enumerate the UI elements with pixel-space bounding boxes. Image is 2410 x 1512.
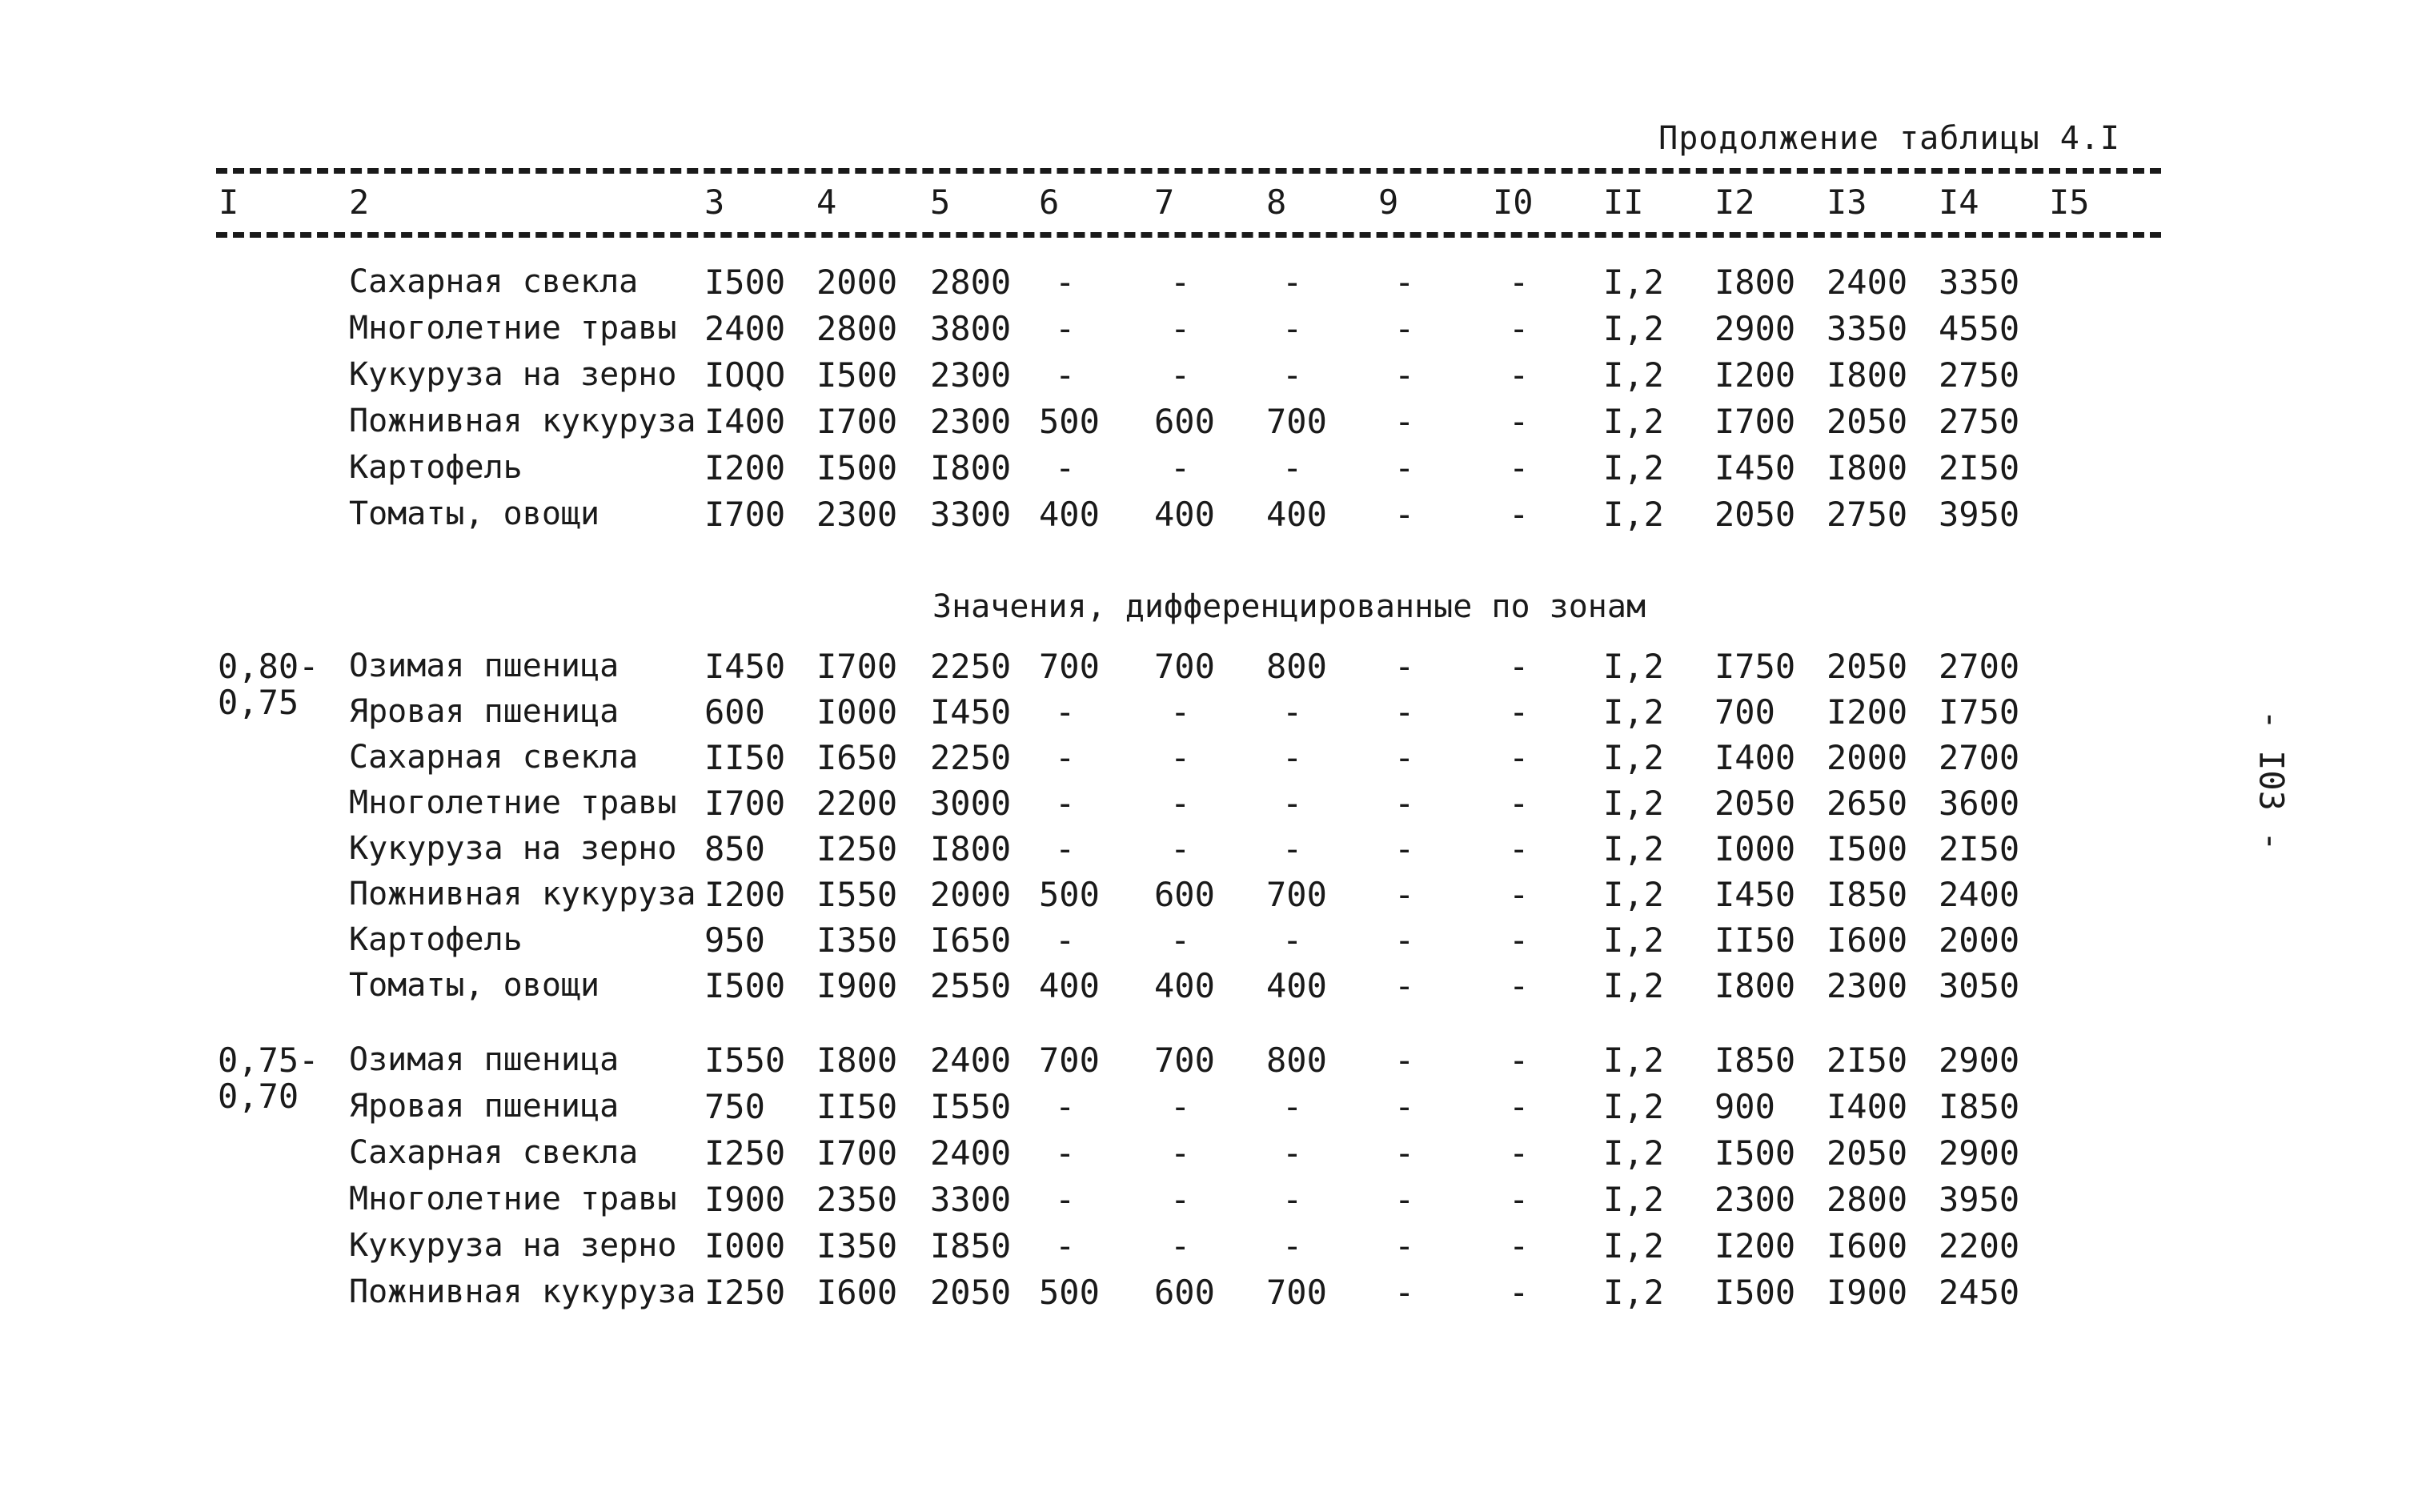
table-cell-col-5: 2050: [930, 1273, 1012, 1312]
column-header-4: 4: [816, 182, 837, 222]
table-cell-col-13: 2300: [1827, 966, 1908, 1005]
table-cell-col-6: 400: [1039, 495, 1100, 534]
table-cell-col-14: 3600: [1939, 784, 2020, 823]
table-cell-col-11: I,2: [1603, 1041, 1664, 1080]
crop-name: Кукуруза на зерно: [349, 830, 677, 867]
table-cell-col-7: -: [1170, 355, 1191, 395]
table-cell-col-7: -: [1170, 263, 1191, 302]
table-cell-col-8: -: [1282, 920, 1303, 960]
table-cell-col-12: I500: [1714, 1133, 1796, 1173]
table-cell-col-5: I850: [930, 1226, 1012, 1265]
table-cell-col-11: I,2: [1603, 738, 1664, 777]
crop-name: Томаты, овощи: [349, 495, 600, 532]
table-cell-col-5: I550: [930, 1087, 1012, 1126]
table-cell-col-11: I,2: [1603, 966, 1664, 1005]
table-cell-col-3: 850: [704, 829, 765, 868]
table-cell-col-6: -: [1055, 355, 1076, 395]
table-cell-col-14: 2750: [1939, 402, 2020, 441]
table-cell-col-3: I200: [704, 875, 786, 914]
table-cell-col-9: -: [1394, 738, 1415, 777]
table-cell-col-14: 2900: [1939, 1133, 2020, 1173]
table-cell-col-10: -: [1509, 263, 1530, 302]
crop-name: Озимая пшеница: [349, 648, 620, 684]
table-cell-col-4: I500: [816, 355, 898, 395]
table-cell-col-8: 800: [1266, 1041, 1327, 1080]
table-cell-col-6: -: [1055, 1180, 1076, 1219]
table-cell-col-10: -: [1509, 1273, 1530, 1312]
table-cell-col-10: -: [1509, 647, 1530, 686]
table-cell-col-14: 2000: [1939, 920, 2020, 960]
table-cell-col-11: I,2: [1603, 1226, 1664, 1265]
table-cell-col-12: I000: [1714, 829, 1796, 868]
table-cell-col-4: I600: [816, 1273, 898, 1312]
table-cell-col-14: I850: [1939, 1087, 2020, 1126]
table-cell-col-4: I900: [816, 966, 898, 1005]
column-header-2: 2: [349, 182, 370, 222]
table-cell-col-12: I800: [1714, 966, 1796, 1005]
table-cell-col-4: I500: [816, 448, 898, 487]
table-cell-col-13: 2750: [1827, 495, 1908, 534]
table-cell-col-3: I400: [704, 402, 786, 441]
table-cell-col-11: I,2: [1603, 309, 1664, 348]
table-cell-col-13: I500: [1827, 829, 1908, 868]
table-cell-col-9: -: [1394, 1133, 1415, 1173]
continuation-label: Продолжение таблицы 4.I: [1658, 120, 2120, 157]
table-cell-col-6: -: [1055, 1133, 1076, 1173]
crop-name: Кукуруза на зерно: [349, 1227, 677, 1264]
table-cell-col-11: I,2: [1603, 875, 1664, 914]
table-cell-col-14: 2900: [1939, 1041, 2020, 1080]
table-cell-col-10: -: [1509, 355, 1530, 395]
column-header-8: 8: [1266, 182, 1287, 222]
table-cell-col-3: I700: [704, 495, 786, 534]
table-cell-col-14: 2450: [1939, 1273, 2020, 1312]
table-cell-col-6: -: [1055, 692, 1076, 732]
table-cell-col-13: I400: [1827, 1087, 1908, 1126]
table-cell-col-13: I800: [1827, 448, 1908, 487]
table-cell-col-8: -: [1282, 448, 1303, 487]
table-cell-col-13: I600: [1827, 920, 1908, 960]
column-header-14: I4: [1939, 182, 1979, 222]
table-cell-col-3: 600: [704, 692, 765, 732]
table-cell-col-10: -: [1509, 1041, 1530, 1080]
table-cell-col-11: I,2: [1603, 920, 1664, 960]
table-cell-col-5: 2800: [930, 263, 1012, 302]
table-cell-col-14: 4550: [1939, 309, 2020, 348]
table-cell-col-9: -: [1394, 355, 1415, 395]
crop-name: Пожнивная кукуруза: [349, 1273, 696, 1310]
table-cell-col-4: II50: [816, 1087, 898, 1126]
table-cell-col-11: I,2: [1603, 784, 1664, 823]
table-cell-col-3: II50: [704, 738, 786, 777]
table-cell-col-5: I800: [930, 448, 1012, 487]
table-cell-col-8: -: [1282, 1133, 1303, 1173]
table-cell-col-8: 400: [1266, 966, 1327, 1005]
table-cell-col-4: I000: [816, 692, 898, 732]
table-cell-col-4: I650: [816, 738, 898, 777]
table-cell-col-7: 700: [1154, 1041, 1215, 1080]
table-cell-col-7: -: [1170, 829, 1191, 868]
section-title: Значения, дифференцированные по зонам: [932, 588, 1646, 625]
column-header-3: 3: [704, 182, 725, 222]
table-cell-col-12: I400: [1714, 738, 1796, 777]
table-cell-col-8: 700: [1266, 875, 1327, 914]
table-cell-col-9: -: [1394, 829, 1415, 868]
table-cell-col-14: 3950: [1939, 495, 2020, 534]
zone-range-label: 0,80- 0,75: [218, 647, 319, 722]
table-cell-col-14: 2200: [1939, 1226, 2020, 1265]
table-cell-col-4: I550: [816, 875, 898, 914]
table-cell-col-7: -: [1170, 1180, 1191, 1219]
table-cell-col-6: 400: [1039, 966, 1100, 1005]
table-cell-col-14: 3950: [1939, 1180, 2020, 1219]
table-cell-col-6: 500: [1039, 1273, 1100, 1312]
table-cell-col-14: 2I50: [1939, 829, 2020, 868]
table-cell-col-5: 2250: [930, 738, 1012, 777]
table-cell-col-14: 2700: [1939, 738, 2020, 777]
table-cell-col-7: -: [1170, 1133, 1191, 1173]
table-cell-col-8: 700: [1266, 1273, 1327, 1312]
column-header-7: 7: [1154, 182, 1175, 222]
table-cell-col-5: 2550: [930, 966, 1012, 1005]
table-cell-col-8: -: [1282, 1087, 1303, 1126]
table-cell-col-3: 950: [704, 920, 765, 960]
column-header-15: I5: [2049, 182, 2090, 222]
table-cell-col-13: I200: [1827, 692, 1908, 732]
table-cell-col-5: I650: [930, 920, 1012, 960]
crop-name: Картофель: [349, 449, 523, 486]
table-cell-col-5: 2000: [930, 875, 1012, 914]
table-cell-col-10: -: [1509, 495, 1530, 534]
table-cell-col-8: 400: [1266, 495, 1327, 534]
table-cell-col-7: -: [1170, 784, 1191, 823]
table-cell-col-12: 2900: [1714, 309, 1796, 348]
table-cell-col-13: 3350: [1827, 309, 1908, 348]
table-cell-col-9: -: [1394, 647, 1415, 686]
table-cell-col-14: 3350: [1939, 263, 2020, 302]
crop-name: Томаты, овощи: [349, 967, 600, 1004]
table-cell-col-11: I,2: [1603, 1273, 1664, 1312]
table-cell-col-4: 2800: [816, 309, 898, 348]
table-cell-col-8: -: [1282, 263, 1303, 302]
table-cell-col-7: -: [1170, 1087, 1191, 1126]
table-cell-col-11: I,2: [1603, 448, 1664, 487]
table-cell-col-13: I600: [1827, 1226, 1908, 1265]
table-cell-col-6: -: [1055, 829, 1076, 868]
table-cell-col-8: -: [1282, 692, 1303, 732]
table-cell-col-8: -: [1282, 1226, 1303, 1265]
table-cell-col-10: -: [1509, 875, 1530, 914]
table-cell-col-14: 2700: [1939, 647, 2020, 686]
table-cell-col-10: -: [1509, 448, 1530, 487]
table-cell-col-12: I800: [1714, 263, 1796, 302]
table-cell-col-13: 2800: [1827, 1180, 1908, 1219]
table-cell-col-13: I850: [1827, 875, 1908, 914]
table-cell-col-6: 500: [1039, 402, 1100, 441]
table-cell-col-8: -: [1282, 355, 1303, 395]
table-cell-col-7: -: [1170, 920, 1191, 960]
crop-name: Яровая пшеница: [349, 693, 620, 730]
table-cell-col-4: 2200: [816, 784, 898, 823]
crop-name: Сахарная свекла: [349, 1134, 639, 1171]
table-cell-col-10: -: [1509, 738, 1530, 777]
table-cell-col-10: -: [1509, 1180, 1530, 1219]
table-cell-col-8: 800: [1266, 647, 1327, 686]
table-cell-col-6: 700: [1039, 1041, 1100, 1080]
crop-name: Пожнивная кукуруза: [349, 876, 696, 912]
crop-name: Пожнивная кукуруза: [349, 403, 696, 439]
column-header-5: 5: [930, 182, 951, 222]
table-cell-col-4: I350: [816, 920, 898, 960]
table-cell-col-5: 2300: [930, 355, 1012, 395]
table-cell-col-11: I,2: [1603, 1180, 1664, 1219]
crop-name: Сахарная свекла: [349, 739, 639, 776]
table-cell-col-3: I550: [704, 1041, 786, 1080]
crop-name: Озимая пшеница: [349, 1041, 620, 1078]
table-cell-col-5: I450: [930, 692, 1012, 732]
table-cell-col-6: -: [1055, 448, 1076, 487]
table-cell-col-10: -: [1509, 1133, 1530, 1173]
table-cell-col-12: 2050: [1714, 495, 1796, 534]
table-cell-col-9: -: [1394, 1226, 1415, 1265]
crop-name: Яровая пшеница: [349, 1088, 620, 1125]
table-cell-col-9: -: [1394, 966, 1415, 1005]
crop-name: Сахарная свекла: [349, 263, 639, 300]
table-cell-col-11: I,2: [1603, 355, 1664, 395]
table-cell-col-12: 900: [1714, 1087, 1775, 1126]
column-header-1: I: [219, 182, 239, 222]
column-header-12: I2: [1714, 182, 1755, 222]
table-cell-col-9: -: [1394, 1087, 1415, 1126]
table-cell-col-5: 3800: [930, 309, 1012, 348]
table-cell-col-5: 3000: [930, 784, 1012, 823]
table-cell-col-6: -: [1055, 1226, 1076, 1265]
table-cell-col-9: -: [1394, 495, 1415, 534]
table-cell-col-8: -: [1282, 784, 1303, 823]
table-cell-col-7: 600: [1154, 1273, 1215, 1312]
table-cell-col-3: IOQO: [704, 355, 786, 395]
table-cell-col-12: II50: [1714, 920, 1796, 960]
column-header-10: I0: [1493, 182, 1534, 222]
table-cell-col-10: -: [1509, 784, 1530, 823]
zone-range-label: 0,75- 0,70: [218, 1041, 319, 1116]
table-cell-col-10: -: [1509, 829, 1530, 868]
crop-name: Кукуруза на зерно: [349, 356, 677, 393]
table-cell-col-3: 750: [704, 1087, 765, 1126]
table-cell-col-9: -: [1394, 1041, 1415, 1080]
column-header-6: 6: [1039, 182, 1060, 222]
table-cell-col-7: -: [1170, 448, 1191, 487]
table-cell-col-8: 700: [1266, 402, 1327, 441]
column-header-13: I3: [1827, 182, 1867, 222]
table-cell-col-12: I500: [1714, 1273, 1796, 1312]
table-cell-col-12: 2050: [1714, 784, 1796, 823]
table-cell-col-12: I450: [1714, 875, 1796, 914]
table-cell-col-7: -: [1170, 692, 1191, 732]
column-header-9: 9: [1378, 182, 1399, 222]
table-cell-col-4: I700: [816, 402, 898, 441]
table-cell-col-7: 600: [1154, 402, 1215, 441]
crop-name: Многолетние травы: [349, 310, 677, 347]
table-cell-col-13: I900: [1827, 1273, 1908, 1312]
table-cell-col-9: -: [1394, 263, 1415, 302]
table-cell-col-3: I700: [704, 784, 786, 823]
table-cell-col-3: I250: [704, 1133, 786, 1173]
table-cell-col-10: -: [1509, 966, 1530, 1005]
table-cell-col-5: 2400: [930, 1041, 1012, 1080]
table-cell-col-5: I800: [930, 829, 1012, 868]
table-cell-col-7: 600: [1154, 875, 1215, 914]
table-cell-col-9: -: [1394, 784, 1415, 823]
table-cell-col-9: -: [1394, 309, 1415, 348]
table-cell-col-8: -: [1282, 1180, 1303, 1219]
table-cell-col-5: 2250: [930, 647, 1012, 686]
table-cell-col-11: I,2: [1603, 647, 1664, 686]
table-cell-col-3: 2400: [704, 309, 786, 348]
table-cell-col-7: -: [1170, 738, 1191, 777]
table-cell-col-7: 400: [1154, 495, 1215, 534]
table-cell-col-5: 2400: [930, 1133, 1012, 1173]
table-cell-col-9: -: [1394, 402, 1415, 441]
table-cell-col-8: -: [1282, 738, 1303, 777]
table-cell-col-6: -: [1055, 738, 1076, 777]
table-cell-col-13: 2I50: [1827, 1041, 1908, 1080]
table-cell-col-11: I,2: [1603, 1087, 1664, 1126]
table-cell-col-10: -: [1509, 1226, 1530, 1265]
table-cell-col-9: -: [1394, 1180, 1415, 1219]
table-cell-col-12: I450: [1714, 448, 1796, 487]
table-cell-col-11: I,2: [1603, 1133, 1664, 1173]
header-bottom-rule: [216, 232, 2161, 238]
table-cell-col-14: 3050: [1939, 966, 2020, 1005]
table-cell-col-4: 2300: [816, 495, 898, 534]
page-number: - I03 -: [2252, 709, 2292, 852]
table-cell-col-5: 3300: [930, 495, 1012, 534]
table-cell-col-3: I200: [704, 448, 786, 487]
crop-name: Картофель: [349, 921, 523, 958]
table-cell-col-3: I500: [704, 263, 786, 302]
table-cell-col-12: I700: [1714, 402, 1796, 441]
table-cell-col-12: I200: [1714, 1226, 1796, 1265]
table-cell-col-4: 2000: [816, 263, 898, 302]
table-cell-col-6: -: [1055, 263, 1076, 302]
table-cell-col-7: -: [1170, 309, 1191, 348]
table-cell-col-6: -: [1055, 309, 1076, 348]
table-cell-col-7: -: [1170, 1226, 1191, 1265]
table-cell-col-9: -: [1394, 920, 1415, 960]
table-cell-col-8: -: [1282, 829, 1303, 868]
table-cell-col-10: -: [1509, 309, 1530, 348]
table-cell-col-11: I,2: [1603, 692, 1664, 732]
table-cell-col-10: -: [1509, 692, 1530, 732]
table-cell-col-9: -: [1394, 875, 1415, 914]
table-cell-col-13: 2050: [1827, 1133, 1908, 1173]
table-cell-col-4: I800: [816, 1041, 898, 1080]
table-cell-col-3: I450: [704, 647, 786, 686]
table-cell-col-11: I,2: [1603, 829, 1664, 868]
table-cell-col-10: -: [1509, 920, 1530, 960]
table-cell-col-14: I750: [1939, 692, 2020, 732]
table-cell-col-6: -: [1055, 1087, 1076, 1126]
table-cell-col-13: 2000: [1827, 738, 1908, 777]
table-cell-col-13: I800: [1827, 355, 1908, 395]
table-cell-col-4: I700: [816, 647, 898, 686]
table-cell-col-14: 2400: [1939, 875, 2020, 914]
header-top-rule: [216, 168, 2161, 174]
table-cell-col-12: 2300: [1714, 1180, 1796, 1219]
table-cell-col-9: -: [1394, 1273, 1415, 1312]
table-cell-col-13: 2050: [1827, 402, 1908, 441]
table-cell-col-14: 2750: [1939, 355, 2020, 395]
table-cell-col-4: I250: [816, 829, 898, 868]
table-cell-col-4: I700: [816, 1133, 898, 1173]
table-cell-col-3: I250: [704, 1273, 786, 1312]
table-cell-col-13: 2050: [1827, 647, 1908, 686]
table-cell-col-5: 2300: [930, 402, 1012, 441]
table-cell-col-13: 2400: [1827, 263, 1908, 302]
crop-name: Многолетние травы: [349, 784, 677, 821]
table-cell-col-3: I500: [704, 966, 786, 1005]
table-cell-col-11: I,2: [1603, 402, 1664, 441]
table-cell-col-10: -: [1509, 402, 1530, 441]
table-cell-col-3: I900: [704, 1180, 786, 1219]
table-cell-col-6: -: [1055, 784, 1076, 823]
table-cell-col-8: -: [1282, 309, 1303, 348]
table-cell-col-6: -: [1055, 920, 1076, 960]
table-cell-col-3: I000: [704, 1226, 786, 1265]
table-cell-col-11: I,2: [1603, 263, 1664, 302]
table-cell-col-12: I200: [1714, 355, 1796, 395]
table-cell-col-9: -: [1394, 448, 1415, 487]
table-cell-col-6: 500: [1039, 875, 1100, 914]
table-cell-col-12: 700: [1714, 692, 1775, 732]
table-cell-col-4: I350: [816, 1226, 898, 1265]
table-cell-col-4: 2350: [816, 1180, 898, 1219]
table-cell-col-9: -: [1394, 692, 1415, 732]
table-cell-col-14: 2I50: [1939, 448, 2020, 487]
table-cell-col-5: 3300: [930, 1180, 1012, 1219]
table-cell-col-13: 2650: [1827, 784, 1908, 823]
table-cell-col-7: 400: [1154, 966, 1215, 1005]
table-cell-col-7: 700: [1154, 647, 1215, 686]
crop-name: Многолетние травы: [349, 1181, 677, 1217]
table-cell-col-10: -: [1509, 1087, 1530, 1126]
table-cell-col-6: 700: [1039, 647, 1100, 686]
column-header-11: II: [1603, 182, 1644, 222]
table-cell-col-11: I,2: [1603, 495, 1664, 534]
table-cell-col-12: I750: [1714, 647, 1796, 686]
table-cell-col-12: I850: [1714, 1041, 1796, 1080]
